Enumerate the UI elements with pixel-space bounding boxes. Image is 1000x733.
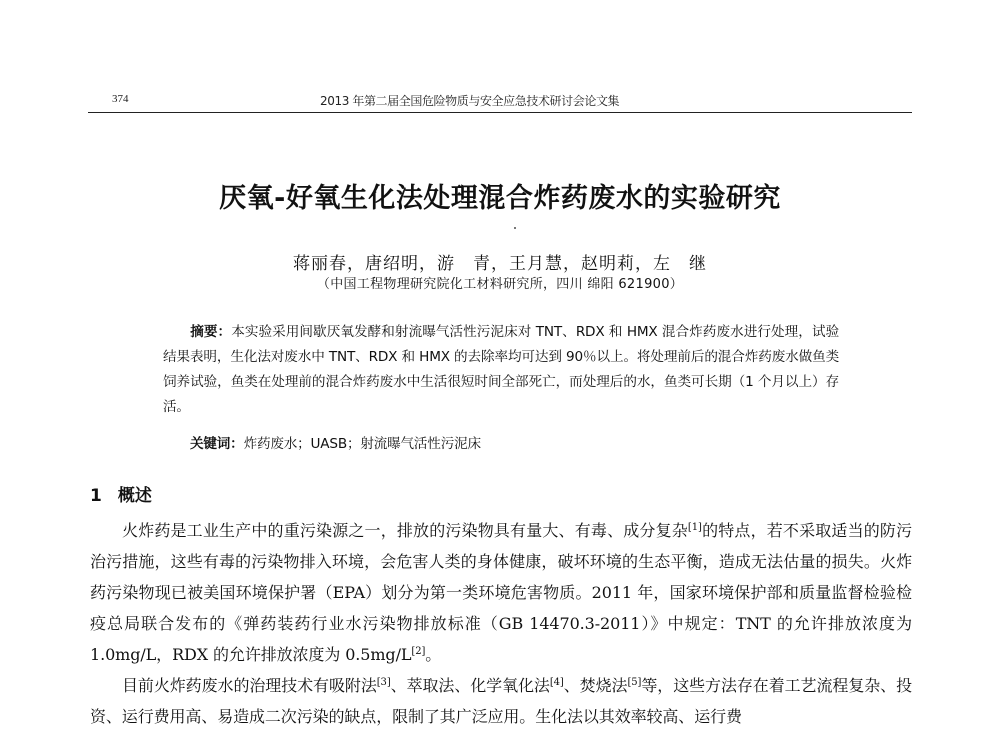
section-number: 1	[90, 486, 102, 506]
text-run: 目前火炸药废水的治理技术有吸附法	[122, 676, 377, 695]
paragraph	[90, 515, 912, 670]
keywords	[190, 432, 481, 457]
citation: [4]	[549, 677, 564, 688]
paragraph	[90, 670, 912, 732]
keywords-label: 关键词：	[190, 436, 244, 452]
text-run: 、萃取法、化学氧化法	[390, 676, 550, 695]
abstract-label: 摘要：	[190, 324, 232, 340]
header-rule	[88, 112, 912, 113]
abstract-text: 本实验采用间歇厌氧发酵和射流曝气活性污泥床对 TNT、RDX 和 HMX 混合炸药废水进行处理，试验结果表明，生化法对废水中 TNT、RDX 和 HMX 的去除率均可达到 90％以上。将处理前后的混合炸药废水做鱼类饲养试验，鱼类在处理前的混合炸药废水中生活很短时间全部死亡，而处理后的水，鱼类可长期（1 个月以上）存活。	[163, 324, 839, 415]
text-run: 的特点，若不采取适当的防污治污措施，这些有毒的污染物排入环境，会危害人类的身体健康，破坏环境的生态平衡，造成无法估量的损失。火炸药污染物现已被美国环境保护署（EPA）划分为第一类环境危害物质。2011 年，国家环境保护部和质量监督检验检疫总局联合发布的《弹药装药行业水污染物排放标准（GB 14470.3-2011）》中规定：TNT 的允许排放浓度为 1.0mg/L，RDX 的允许排放浓度为 0.5mg/L	[90, 521, 912, 664]
text-run: 、焚烧法	[563, 676, 628, 695]
running-header: 2013 年第二届全国危险物质与安全应急技术研讨会论文集	[320, 94, 620, 108]
section-title: 概述	[117, 486, 152, 506]
affiliation: （中国工程物理研究院化工材料研究所，四川 绵阳 621900）	[316, 277, 684, 292]
text-run: 火炸药是工业生产中的重污染源之一，排放的污染物具有量大、有毒、成分复杂	[122, 521, 688, 540]
abstract	[163, 320, 839, 420]
citation: [5]	[627, 677, 642, 688]
stray-dot	[514, 227, 516, 229]
body-text	[90, 515, 912, 732]
text-run: 。	[425, 645, 442, 664]
citation: [1]	[687, 522, 702, 533]
page-number: 374	[112, 93, 129, 105]
citation: [2]	[411, 646, 426, 657]
paper-title: 厌氧-好氧生化法处理混合炸药废水的实验研究	[219, 183, 781, 214]
citation: [3]	[376, 677, 391, 688]
author-list: 蒋丽春，唐绍明，游 青，王月慧，赵明莉，左 继	[293, 254, 707, 274]
section-heading	[90, 481, 152, 506]
text-run: 等，这些方法存在着工艺流程复杂、投资、运行费用高、易造成二次污染的缺点，限制了其广泛应用。生化法以其效率较高、运行费	[90, 676, 912, 726]
keywords-text: 炸药废水；UASB；射流曝气活性污泥床	[243, 436, 481, 452]
